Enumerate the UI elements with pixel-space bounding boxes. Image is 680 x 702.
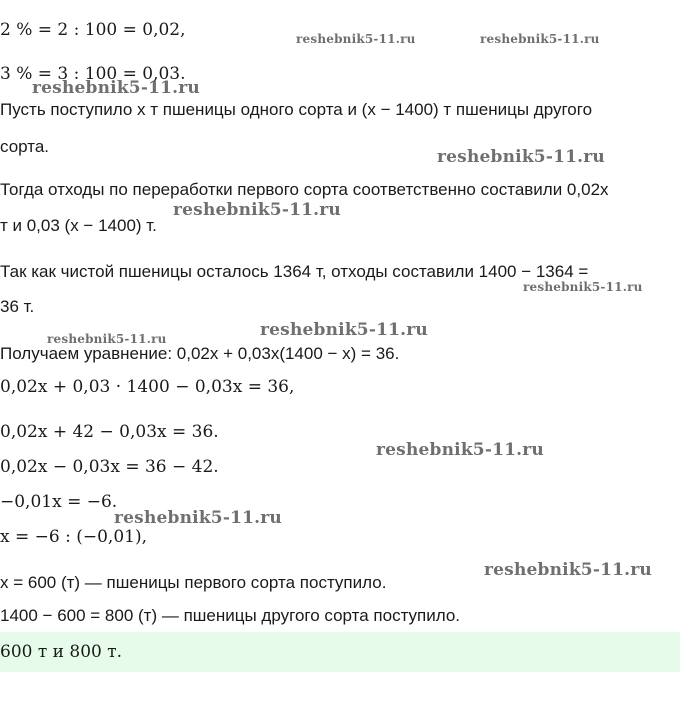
watermark: reshebnik5-11.ru	[47, 332, 167, 346]
text-line-6: 36 т.	[0, 297, 35, 316]
equation-line: Получаем уравнение: 0,02x + 0,03x(1400 − x) = 36.	[0, 344, 400, 363]
result-line-1: x = 600 (т) — пшеницы первого сорта поступило.	[0, 573, 387, 592]
watermark: reshebnik5-11.ru	[484, 560, 652, 580]
step-line-5: x = −6 : (−0,01),	[0, 527, 147, 547]
answer-text: 600 т и 800 т.	[0, 642, 123, 662]
text-line-2: сорта.	[0, 137, 49, 156]
text-line-1: Пусть поступило x т пшеницы одного сорта и (x − 1400) т пшеницы другого	[0, 100, 593, 119]
calc-line-1: 2 % = 2 : 100 = 0,02,	[0, 20, 186, 40]
step-line-4: −0,01x = −6.	[0, 492, 118, 512]
watermark: reshebnik5-11.ru	[32, 78, 200, 98]
text-line-3: Тогда отходы по переработки первого сорта соответственно составили 0,02x	[0, 180, 609, 199]
watermark: reshebnik5-11.ru	[114, 508, 282, 528]
result-line-2: 1400 − 600 = 800 (т) — пшеницы другого сорта поступило.	[0, 606, 461, 625]
step-line-2: 0,02x + 42 − 0,03x = 36.	[0, 422, 219, 442]
watermark: reshebnik5-11.ru	[523, 280, 643, 294]
watermark: reshebnik5-11.ru	[376, 440, 544, 460]
watermark: reshebnik5-11.ru	[173, 200, 341, 220]
answer-box	[0, 632, 680, 672]
step-line-3: 0,02x − 0,03x = 36 − 42.	[0, 457, 219, 477]
watermark: reshebnik5-11.ru	[437, 147, 605, 167]
watermark: reshebnik5-11.ru	[296, 32, 416, 46]
watermark: reshebnik5-11.ru	[260, 320, 428, 340]
text-line-4: т и 0,03 (x − 1400) т.	[0, 216, 157, 235]
step-line-1: 0,02x + 0,03 · 1400 − 0,03x = 36,	[0, 377, 295, 397]
text-line-5: Так как чистой пшеницы осталось 1364 т, отходы составили 1400 − 1364 =	[0, 262, 589, 281]
calc-line-2: 3 % = 3 : 100 = 0,03.	[0, 64, 186, 84]
watermark: reshebnik5-11.ru	[480, 32, 600, 46]
